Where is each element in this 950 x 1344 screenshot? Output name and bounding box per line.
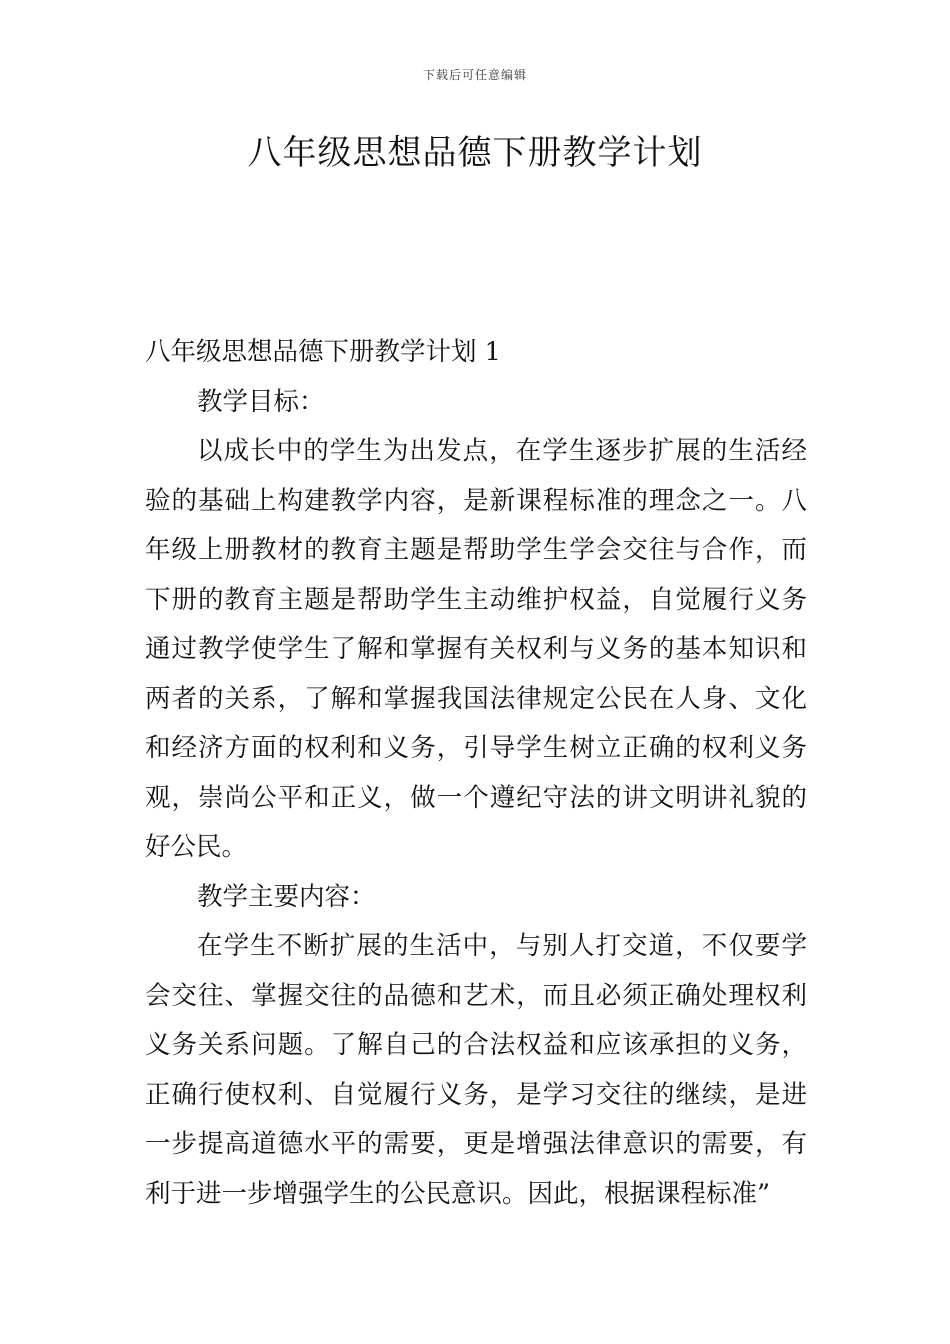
subheading-content: 教学主要内容： [197, 881, 376, 912]
document-body [145, 328, 807, 1219]
document-title: 八年级思想品德下册教学计划 [247, 133, 703, 173]
subheading-goals: 教学目标： [197, 386, 325, 417]
paragraph-goals: 以成长中的学生为出发点，在学生逐步扩展的生活经验的基础上构建教学内容，是新课程标准的理念之一。八年级上册教材的教育主题是帮助学生学会交往与合作，而下册的教育主题是帮助学生主动维护权益，自觉履行义务通过教学使学生了解和掌握有关权利与义务的基本知识和两者的关系，了解和掌握我国法律规定公民在人身、文化和经济方面的权利和义务，引导学生树立正确的权利义务观，崇尚公平和正义，做一个遵纪守法的讲文明讲礼貌的好公民。 [145, 436, 807, 862]
paragraph-content: 在学生不断扩展的生活中，与别人打交道，不仅要学会交往、掌握交往的品德和艺术，而且必须正确处理权利义务关系问题。了解自己的合法权益和应该承担的义务，正确行使权利、自觉履行义务，是学习交往的继续，是进一步提高道德水平的需要，更是增强法律意识的需要，有利于进一步增强学生的公民意识。因此，根据课程标准” [145, 931, 807, 1209]
section-heading: 八年级思想品德下册教学计划 1 [145, 337, 501, 367]
header-note: 下载后可任意编辑 [422, 68, 527, 82]
